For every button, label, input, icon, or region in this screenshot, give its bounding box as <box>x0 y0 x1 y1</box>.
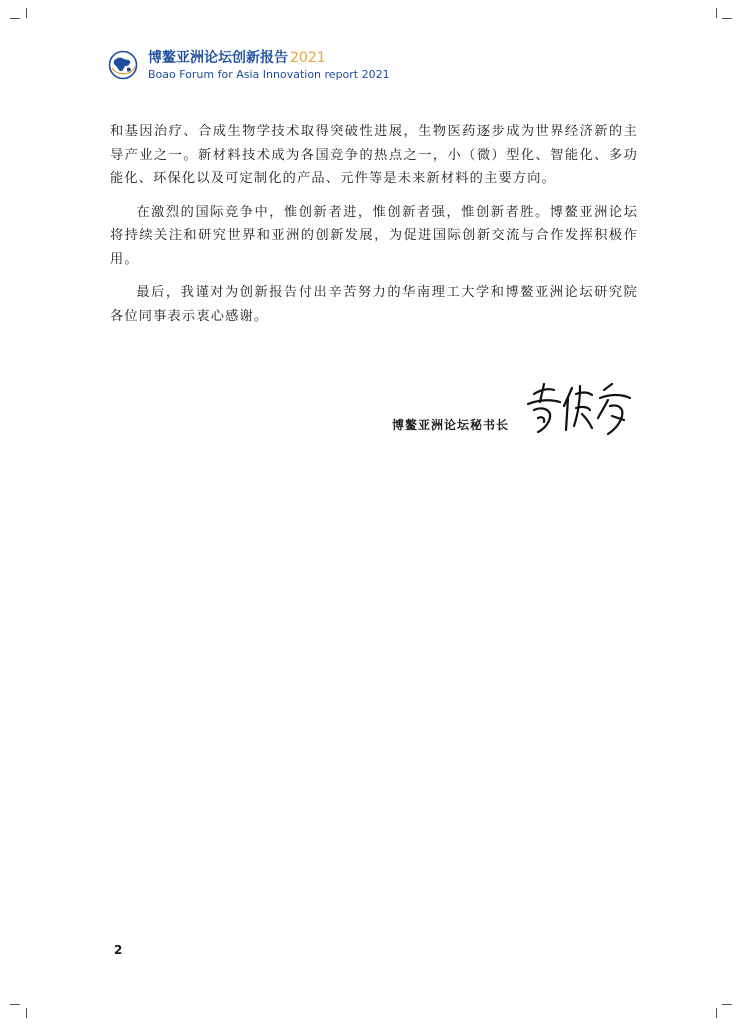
header-title-text: 博鳌亚洲论坛创新报告 <box>148 50 288 66</box>
crop-mark-top-right-h <box>722 18 732 19</box>
paragraph-2: 在激烈的国际竞争中，惟创新者进，惟创新者强，惟创新者胜。博鳌亚洲论坛将持续关注和研究世界和亚洲的创新发展，为促进国际创新交流与合作发挥积极作用。 <box>110 204 638 267</box>
crop-mark-top-left-h <box>10 18 20 19</box>
page-number: 2 <box>114 943 123 957</box>
crop-mark-bottom-left-h <box>10 1004 20 1005</box>
crop-mark-top-left-v <box>26 8 27 18</box>
paragraph-1: 和基因治疗、合成生物学技术取得突破性进展，生物医药逐步成为世界经济新的主导产业之一。新材料技术成为各国竞争的热点之一，小（微）型化、智能化、多功能化、环保化以及可定制化的产品、元件等是未来新材料的主要方向。 <box>110 124 638 186</box>
signature-role: 博鳌亚洲论坛秘书长 <box>392 418 510 432</box>
header-year: 2021 <box>290 50 326 66</box>
globe-logo-icon <box>108 50 138 80</box>
handwritten-signature <box>520 380 638 440</box>
header-text <box>148 50 390 82</box>
body-text <box>110 120 638 328</box>
crop-mark-bottom-left-v <box>26 1008 27 1018</box>
crop-mark-top-right-v <box>716 8 717 18</box>
header-title <box>148 50 390 66</box>
header-subtitle: Boao Forum for Asia Innovation report 2021 <box>148 68 390 81</box>
signature-block <box>392 380 652 450</box>
crop-mark-bottom-right-h <box>722 1004 732 1005</box>
paragraph-3: 最后，我谨对为创新报告付出辛苦努力的华南理工大学和博鳌亚洲论坛研究院各位同事表示衷心感谢。 <box>110 285 638 324</box>
crop-mark-bottom-right-v <box>716 1008 717 1018</box>
